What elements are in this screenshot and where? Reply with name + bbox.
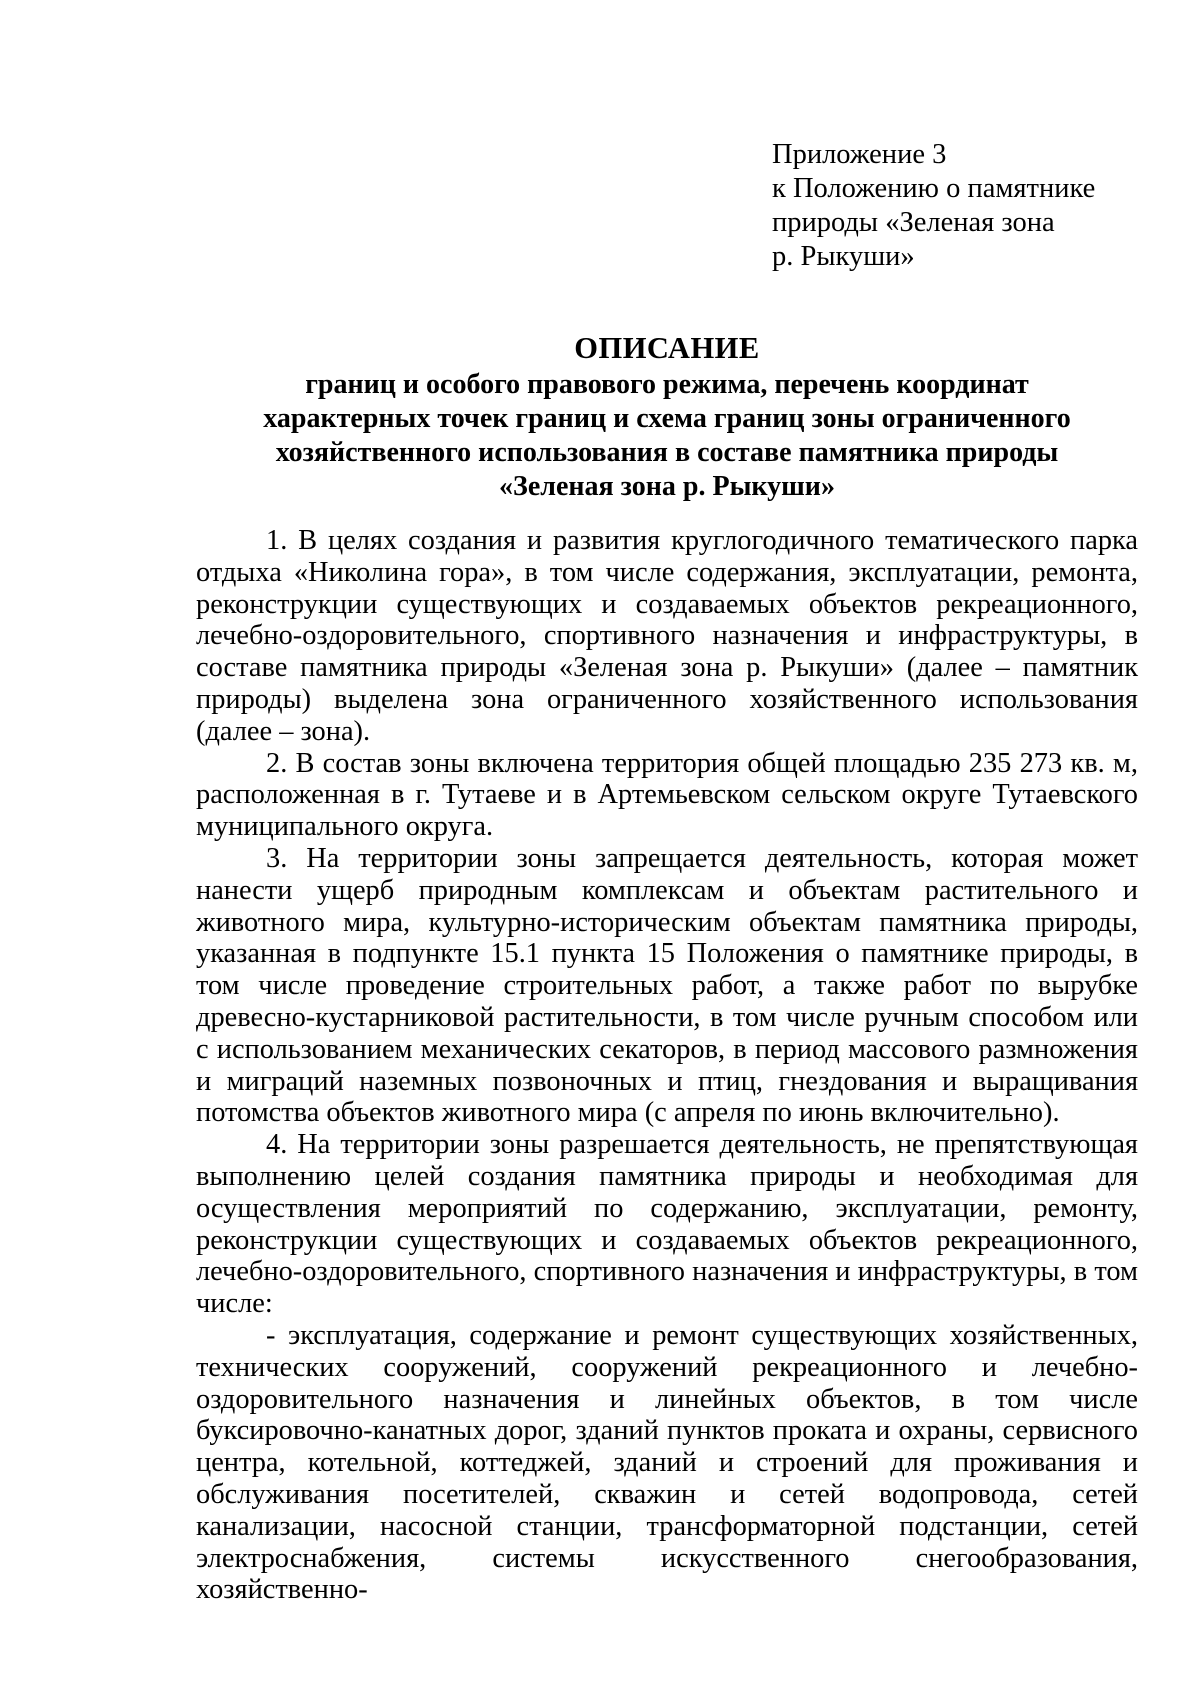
paragraph-3: 3. На территории зоны запрещается деятельность, которая может нанести ущерб природным комплексам и объектам растительного и животного мира, культурно-историческим объектам памятника природы, указанная в подпункте 15.1 пункта 15 Положения о памятнике природы, в том числе проведение строительных работ, а также работ по вырубке древесно-кустарниковой растительности, в том числе ручным способом или с использованием механических секаторов, в период массового размножения и миграций наземных позвоночных и птиц, гнездования и выращивания потомства объектов животного мира (с апреля по июнь включительно). — [196, 842, 1138, 1129]
title-subheading-line: «Зеленая зона р. Рыкуши» — [499, 471, 835, 502]
title-heading: ОПИСАНИЕ — [574, 331, 760, 365]
paragraph-4: 4. На территории зоны разрешается деятельность, не препятствующая выполнению целей создания памятника природы и необходимая для осуществления мероприятий по содержанию, эксплуатации, ремонту, реконструкции существующих и создаваемых объектов рекреационного, лечебно-оздоровительного, спортивного назначения и инфраструктуры, в том числе: — [196, 1129, 1138, 1320]
document-body — [196, 525, 1138, 1606]
paragraph-list-item: - эксплуатация, содержание и ремонт существующих хозяйственных, технических сооружений, сооружений рекреационного и лечебно-оздоровительного назначения и линейных объектов, в том числе буксировочно-канатных дорог, зданий пунктов проката и охраны, сервисного центра, котельной, коттеджей, зданий и строений для проживания и обслуживания посетителей, скважин и сетей водопровода, сетей канализации, насосной станции, трансформаторной подстанции, сетей электроснабжения, системы искусственного снегообразования, хозяйственно- — [196, 1319, 1138, 1606]
title-subheading — [196, 368, 1138, 504]
paragraph-1: 1. В целях создания и развития круглогодичного тематического парка отдыха «Николина гора», в том числе содержания, эксплуатации, ремонта, реконструкции существующих и создаваемых объектов рекреационного, лечебно-оздоровительного, спортивного назначения и инфраструктуры, в составе памятника природы «Зеленая зона р. Рыкуши» (далее – памятник природы) выделена зона ограниченного хозяйственного использования (далее – зона). — [196, 525, 1138, 747]
title-subheading-line: хозяйственного использования в составе памятника природы — [275, 437, 1059, 468]
appendix-line: Приложение 3 — [772, 139, 947, 170]
appendix-reference — [772, 138, 1132, 274]
title-subheading-line: границ и особого правового режима, перечень координат — [305, 369, 1029, 400]
appendix-line: природы «Зеленая зона — [772, 207, 1055, 238]
document-title — [196, 330, 1138, 504]
appendix-line: р. Рыкуши» — [772, 241, 915, 272]
title-subheading-line: характерных точек границ и схема границ зоны ограниченного — [263, 403, 1071, 434]
appendix-line: к Положению о памятнике — [772, 173, 1096, 204]
paragraph-2: 2. В состав зоны включена территория общей площадью 235 273 кв. м, расположенная в г. Тутаеве и в Артемьевском сельском округе Тутаевского муниципального округа. — [196, 747, 1138, 843]
